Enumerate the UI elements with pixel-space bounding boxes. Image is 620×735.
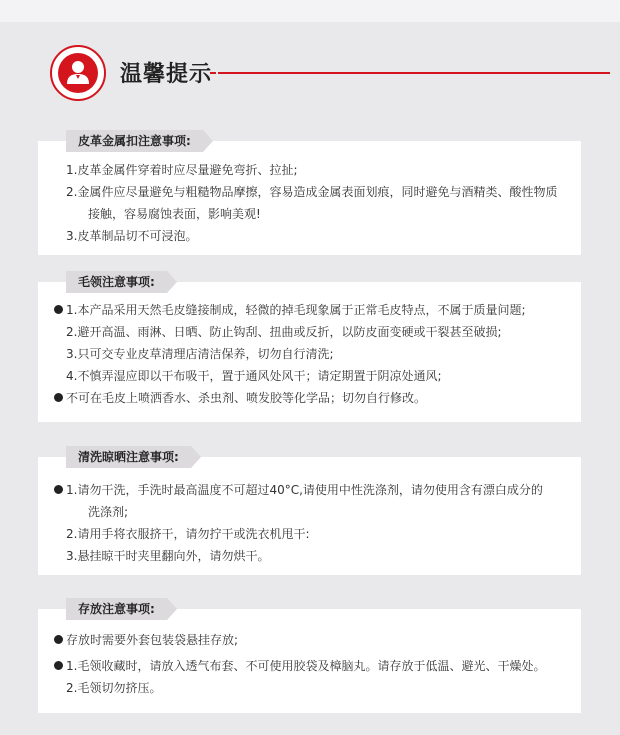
user-icon	[58, 53, 98, 93]
section-box	[38, 282, 581, 422]
section-label	[66, 271, 167, 293]
list-item: 1.皮革金属件穿着时应尽量避免弯折、拉扯;	[66, 163, 298, 177]
section-label	[66, 446, 191, 468]
section-box	[38, 457, 581, 575]
list-item: 4.不慎弄湿应即以干布吸干，置于通风处风干；请定期置于阴凉处通风;	[66, 369, 442, 383]
list-item: 3.只可交专业皮草清理店清洁保养，切勿自行清洗;	[66, 347, 334, 361]
list-item: 2.避开高温、雨淋、日晒、防止钩刮、扭曲或反折，以防皮面变硬或干裂甚至破损;	[66, 325, 502, 339]
list-item: 3.皮革制品切不可浸泡。	[66, 229, 198, 243]
list-item-text: 1.毛领收藏时，请放入透气布套、不可使用胶袋及樟脑丸。请存放于低温、避光、干燥处。	[66, 659, 546, 673]
list-item-text: 不可在毛皮上喷洒香水、杀虫剂、喷发胶等化学品；切勿自行修改。	[66, 391, 427, 405]
bullet-dot-icon	[54, 661, 63, 670]
list-item-text: 1.本产品采用天然毛皮缝接制成，轻微的掉毛现象属于正常毛皮特点，不属于质量问题;	[66, 303, 526, 317]
section-box	[38, 609, 581, 713]
list-item: 2.请用手将衣服挤干，请勿拧干或洗衣机甩干:	[66, 527, 310, 541]
list-item-text: 存放时需要外套包装袋悬挂存放;	[66, 633, 239, 647]
list-item: 2.毛领切勿挤压。	[66, 681, 162, 695]
section-label-text: 皮革金属扣注意事项:	[78, 134, 191, 148]
list-item: 洗涤剂;	[88, 505, 129, 519]
bullet-dot-icon	[54, 635, 63, 644]
list-item	[54, 299, 565, 321]
bullet-dot-icon	[54, 485, 63, 494]
list-item	[54, 629, 565, 651]
list-item: 接触，容易腐蚀表面，影响美观!	[88, 207, 261, 221]
user-badge	[50, 45, 106, 101]
list-item	[54, 479, 565, 501]
section-label-text: 毛领注意事项:	[78, 275, 155, 289]
section-label	[66, 598, 167, 620]
section-label-text: 存放注意事项:	[78, 602, 155, 616]
page-title: 温馨提示	[120, 62, 213, 87]
list-item: 2.金属件应尽量避免与粗糙物品摩擦，容易造成金属表面划痕，同时避免与酒精类、酸性物质	[66, 185, 558, 199]
top-band	[0, 0, 620, 22]
title-rule	[218, 72, 610, 74]
list-item: 3.悬挂晾干时夹里翻向外，请勿烘干。	[66, 549, 270, 563]
header	[50, 45, 580, 101]
section-box	[38, 141, 581, 255]
list-item	[54, 655, 565, 677]
list-item	[54, 387, 565, 409]
bullet-dot-icon	[54, 393, 63, 402]
list-item-text: 1.请勿干洗，手洗时最高温度不可超过40°C,请使用中性洗涤剂，请勿使用含有漂白成分的	[66, 483, 543, 497]
bullet-dot-icon	[54, 305, 63, 314]
section-label	[66, 130, 203, 152]
section-label-text: 清洗晾晒注意事项:	[78, 450, 179, 464]
